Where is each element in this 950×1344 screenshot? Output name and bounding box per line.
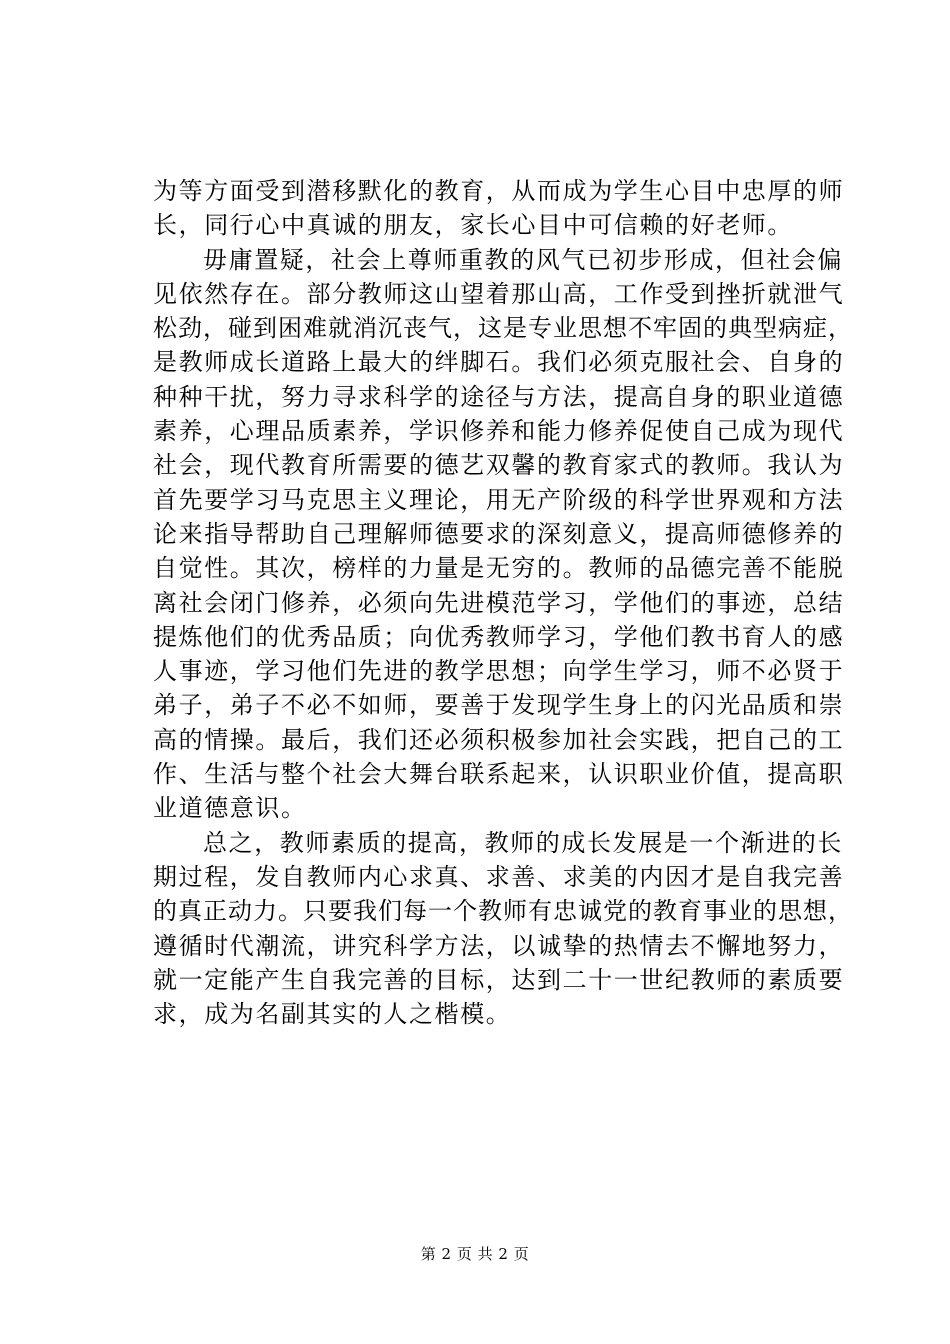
text-line: 首先要学习马克思主义理论，用无产阶级的科学世界观和方法 <box>153 485 845 514</box>
text-line: 期过程，发自教师内心求真、求善、求美的内因才是自我完善 <box>153 862 845 891</box>
text-line: 论来指导帮助自己理解师德要求的深刻意义，提高师德修养的 <box>153 519 845 548</box>
text-line: 就一定能产生自我完善的目标，达到二十一世纪教师的素质要 <box>153 965 845 994</box>
text-line: 提炼他们的优秀品质；向优秀教师学习，学他们教书育人的感 <box>153 622 845 651</box>
text-line: 种种干扰，努力寻求科学的途径与方法，提高自身的职业道德 <box>153 382 845 411</box>
text-line: 人事迹，学习他们先进的教学思想；向学生学习，师不必贤于 <box>153 657 845 686</box>
text-line: 毋庸置疑，社会上尊师重教的风气已初步形成，但社会偏 <box>203 245 843 274</box>
text-line: 松劲，碰到困难就消沉丧气，这是专业思想不牢固的典型病症， <box>153 314 853 343</box>
paragraph-3 <box>153 826 853 1032</box>
text-line: 社会，现代教育所需要的德艺双馨的教育家式的教师。我认为 <box>153 451 845 480</box>
text-line: 离社会闭门修养，必须向先进模范学习，学他们的事迹，总结 <box>153 588 845 617</box>
text-line: 遵循时代潮流，讲究科学方法，以诚挚的热情去不懈地努力， <box>153 931 845 960</box>
text-line: 为等方面受到潜移默化的教育，从而成为学生心目中忠厚的师 <box>153 177 845 205</box>
paragraph-2 <box>153 243 853 826</box>
text-line: 总之，教师素质的提高，教师的成长发展是一个渐进的长 <box>203 828 843 857</box>
text-line: 长，同行心中真诚的朋友，家长心目中可信赖的好老师。 <box>153 211 793 240</box>
text-line: 业道德意识。 <box>153 794 307 823</box>
text-line: 素养，心理品质素养，学识修养和能力修养促使自己成为现代 <box>153 417 845 446</box>
text-line: 作、生活与整个社会大舞台联系起来，认识职业价值，提高职 <box>153 760 845 789</box>
text-line: 见依然存在。部分教师这山望着那山高，工作受到挫折就泄气 <box>153 279 845 308</box>
document-body <box>153 174 853 1031</box>
text-line: 是教师成长道路上最大的绊脚石。我们必须克服社会、自身的 <box>153 348 845 377</box>
text-line: 高的情操。最后，我们还必须积极参加社会实践，把自己的工 <box>153 725 845 754</box>
text-line: 自觉性。其次，榜样的力量是无穷的。教师的品德完善不能脱 <box>153 554 845 583</box>
page-footer: 第 2 页 共 2 页 <box>420 1245 530 1263</box>
text-line: 弟子，弟子不必不如师，要善于发现学生身上的闪光品质和崇 <box>153 691 845 720</box>
text-line: 的真正动力。只要我们每一个教师有忠诚党的教育事业的思想， <box>153 897 853 926</box>
paragraph-1 <box>153 174 853 243</box>
text-line: 求，成为名副其实的人之楷模。 <box>153 1000 512 1029</box>
